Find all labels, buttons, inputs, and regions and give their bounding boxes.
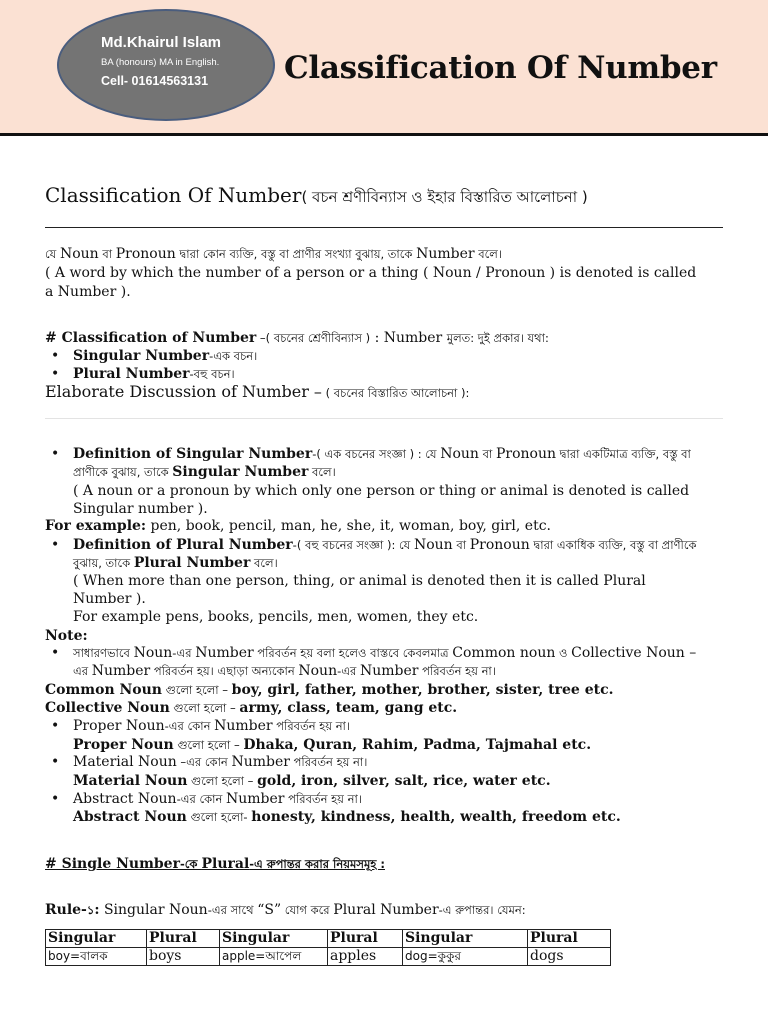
rule1-en2: “S” [257,902,282,918]
note-line-1 [51,644,697,662]
common-label: Common Noun [45,682,162,698]
doc-heading-en: Classification Of Number [45,183,302,207]
rules-heading-bn2: -এ রুপান্তর করার নিয়মসমূহ : [249,857,385,871]
abstract-en: Abstract Noun [73,791,177,807]
def-plural-line-4: Number ). [73,591,146,607]
note-bn4: ও [555,646,572,660]
proper-noun-item [51,717,351,735]
abstract-en2: Number [226,791,285,807]
def-sing-label: Definition of Singular Number [73,446,313,462]
intro-line-2: ( A word by which the number of a person or a thing ( Noun / Pronoun ) is denoted is called [45,265,697,281]
material-bn1: –এর কোন [176,755,232,769]
intro-line-1 [45,245,502,263]
note-bn2: -এর [172,646,196,660]
proper-en: Proper Noun [73,718,165,734]
def-plural-line-3: ( When more than one person, thing, or animal is denoted then it is called Plural [73,573,646,589]
material-noun-item [51,753,368,771]
note-en4: Collective Noun – [571,645,697,661]
common-noun-line [45,681,613,699]
bullet-icon: • [51,366,60,382]
def-plur-l2-bn2: বলে। [250,556,278,570]
material-bn2: পরিবর্তন হয় না। [289,755,368,769]
def-plur-l2-en: Plural Number [133,555,251,571]
proper-label: Proper Noun [73,737,174,753]
intro-line-3: a Number ). [45,284,131,300]
note-label: Note: [45,628,88,644]
def-sing-en2: Pronoun [495,446,556,462]
proper-en2: Number [214,718,273,734]
rules-heading-en2: Plural [201,856,250,872]
bullet-icon: • [51,754,60,770]
author-degree: BA (honours) MA in English. [101,57,220,68]
abstract-label: Abstract Noun [73,809,187,825]
page-header [0,0,768,136]
rule1-num: ১ [86,903,95,917]
def-sing-en1: Noun [440,446,479,462]
bullet-icon: • [51,718,60,734]
def-singular-line-4: Singular number ). [73,501,208,517]
note-line-2 [73,662,496,680]
material-noun-list-line [73,772,551,790]
intro-en-1: Noun [59,246,99,262]
author-badge [57,9,275,121]
def-sing-bn3: দ্বারা একটিমাত্র ব্যক্তি, বস্তু বা [556,447,691,461]
bullet-icon: • [51,645,60,661]
def-plural-line-1 [51,536,697,554]
def-singular-line-2 [73,463,336,481]
intro-bn-2: বা [98,247,116,261]
table-cell: boys [147,948,220,966]
rules-heading [45,855,385,873]
note-l2-en3: Number [359,663,419,679]
abstract-bn2: পরিবর্তন হয় না। [284,792,362,806]
rule1-bn2: যোগ করে [281,903,334,917]
table-cell: apple=আপেল [220,948,328,966]
section-divider [45,418,723,419]
def-plur-bn3: দ্বারা একাধিক ব্যক্তি, বস্তু বা প্রাণীকে [529,538,697,552]
classification-bn: –( বচনের শ্রেণীবিন্যাস ) [256,331,371,345]
rule-1-table [45,929,611,966]
note-en2: Number [195,645,254,661]
def-plur-bn2: বা [452,538,470,552]
material-list: gold, iron, silver, salt, rice, water etc. [257,773,551,789]
collective-noun-line [45,699,457,717]
rules-heading-bn1: -কে [179,857,202,871]
table-header-cell: Plural [528,930,611,948]
def-sing-bn2: বা [478,447,496,461]
header-title: Classification Of Number [284,50,717,86]
elaborate-en: Elaborate Discussion of Number – [45,382,322,401]
intro-en-2: Pronoun [115,246,176,262]
note-en1: Noun [133,645,173,661]
collective-list: army, class, team, gang etc. [239,700,458,716]
common-list: boy, girl, father, mother, brother, sister, tree etc. [231,682,614,698]
classification-rest-bn: মুলত: দুই প্রকার। যথা: [446,331,549,345]
rule1-bn3: -এ রুপান্তর। যেমন: [438,903,526,917]
singular-bn: -এক বচন। [209,349,258,363]
singular-label: Singular Number [73,348,210,364]
def-plur-label: Definition of Plural Number [73,537,293,553]
rule1-en3: Plural Number [333,902,439,918]
doc-heading [45,183,588,207]
intro-en-3: Number [416,246,475,262]
elaborate-line [45,383,469,402]
elaborate-bn: ( বচনের বিস্তারিত আলোচনা ): [321,386,470,400]
note-bn3: পরিবর্তন হয় বলা হলেও বাস্তবে কেবলমাত্র [253,646,453,660]
table-cell: apples [328,948,403,966]
def-sing-l2-bn: প্রাণীকে বুঝায়, তাকে [73,465,173,479]
author-cell: Cell- 01614563131 [101,74,209,88]
bullet-icon: • [51,791,60,807]
def-singular-line-3: ( A noun or a pronoun by which only one person or thing or animal is denoted is called [73,483,690,499]
plural-label: Plural Number [73,366,190,382]
material-en2: Number [231,754,290,770]
table-header-cell: Plural [147,930,220,948]
table-cell: boy=বালক [46,948,147,966]
rule1-bn1: -এর সাথে [207,903,258,917]
note-l2-bn4: পরিবর্তন হয় না। [418,664,496,678]
rules-heading-en1: # Single Number [45,856,180,872]
author-name: Md.Khairul Islam [101,34,222,51]
def-sing-l2-en: Singular Number [172,464,309,480]
abstract-bn3: গুলো হলো- [186,810,252,824]
example-label: For example: [45,518,147,534]
example-line [45,517,551,535]
classification-line [45,329,549,347]
note-en3: Common noun [452,645,556,661]
rule1-colon: : [94,902,100,918]
material-en: Material Noun [73,754,177,770]
note-l2-bn1: এর [73,664,92,678]
def-plural-line-2 [73,554,278,572]
material-label: Material Noun [73,773,188,789]
abstract-noun-list-line [73,808,621,826]
table-header-cell: Singular [46,930,147,948]
note-l2-en1: Number [91,663,151,679]
note-bn1: সাধারণভাবে [73,646,134,660]
table-header-cell: Singular [220,930,328,948]
def-sing-bn1: -( এক বচনের সংজ্ঞা ) : যে [312,447,441,461]
example-text: pen, book, pencil, man, he, she, it, woman, boy, girl, etc. [146,518,552,534]
heading-divider [45,227,723,228]
proper-bn3: গুলো হলো – [173,738,244,752]
abstract-bn1: -এর কোন [176,792,227,806]
list-item-plural [51,365,235,383]
proper-list: Dhaka, Quran, Rahim, Padma, Tajmahal etc. [243,737,592,753]
def-singular-line-1 [51,445,691,463]
def-plural-example: For example pens, books, pencils, men, women, they etc. [73,609,479,625]
table-header-cell: Plural [328,930,403,948]
bullet-icon: • [51,348,60,364]
table-row [46,948,611,966]
table-header-row [46,930,611,948]
def-sing-l2-bn2: বলে। [308,465,336,479]
def-plur-en2: Pronoun [469,537,530,553]
intro-bn-3: দ্বারা কোন ব্যক্তি, বস্তু বা প্রাণীর সংখ্যা বুঝায়, তাকে [175,247,417,261]
table-cell: dog=কুকুর [403,948,528,966]
list-item-singular [51,347,258,365]
plural-bn: -বহু বচন। [189,367,235,381]
note-l2-bn2: পরিবর্তন হয়। এছাড়া অন্যকোন [150,664,299,678]
intro-bn-1: যে [45,247,60,261]
intro-bn-4: বলে। [474,247,502,261]
rule1-label: Rule- [45,902,87,918]
proper-bn1: -এর কোন [164,719,215,733]
collective-bn: গুলো হলো – [169,701,240,715]
note-l2-bn3: -এর [337,664,360,678]
classification-label: # Classification of Number [45,330,257,346]
rule-1-line [45,901,526,919]
abstract-noun-item [51,790,362,808]
proper-bn2: পরিবর্তন হয় না। [272,719,351,733]
classification-en: : Number [370,330,447,346]
rule1-en1: Singular Noun [99,902,208,918]
def-plur-en1: Noun [413,537,453,553]
def-plur-bn1: -( বহু বচনের সংজ্ঞা ): যে [292,538,414,552]
table-header-cell: Singular [403,930,528,948]
def-plur-l2-bn: বুঝায়, তাকে [73,556,134,570]
abstract-list: honesty, kindness, health, wealth, freedom etc. [251,809,621,825]
material-bn3: গুলো হলো – [187,774,258,788]
collective-label: Collective Noun [45,700,170,716]
doc-heading-bn: ( বচন শ্রণীবিন্যাস ও ইহার বিস্তারিত আলোচনা ) [301,188,588,206]
common-bn: গুলো হলো – [162,683,232,697]
bullet-icon: • [51,537,60,553]
table-cell: dogs [528,948,611,966]
bullet-icon: • [51,446,60,462]
proper-noun-list-line [73,736,591,754]
note-l2-en2: Noun [298,663,338,679]
